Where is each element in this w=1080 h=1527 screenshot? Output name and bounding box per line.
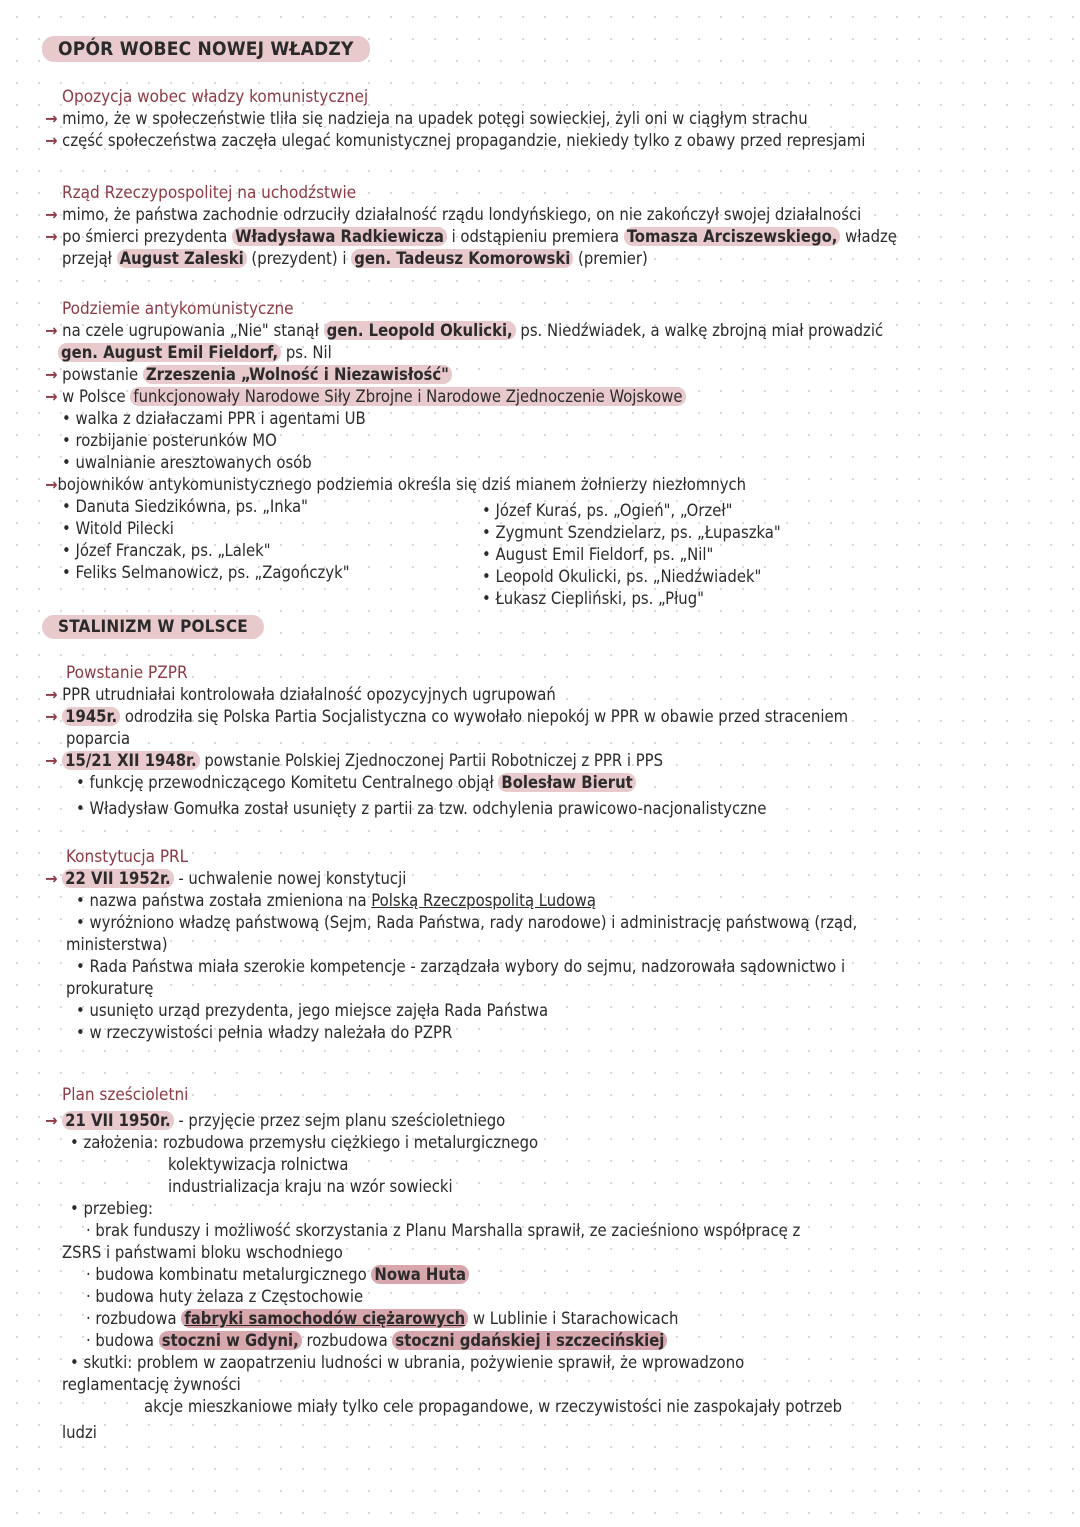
heading-plan: Plan sześcioletni	[62, 1085, 189, 1105]
text-line: → mimo, że w społeczeństwie tliła się nadzieja na upadek potęgi sowieckiej, żyli oni w ciągłym strachu	[45, 109, 808, 128]
list-item: · rozbudowa fabryki samochodów ciężarowych w Lublinie i Starachowicach	[86, 1309, 679, 1328]
heading-pzpr: Powstanie PZPR	[66, 663, 188, 683]
text-line: → 21 VII 1950r. - przyjęcie przez sejm planu sześcioletniego	[45, 1111, 506, 1130]
list-item: • Władysław Gomułka został usunięty z partii za tzw. odchylenia prawicowo-nacjonalistyczne	[76, 799, 767, 818]
heading-podziemie: Podziemie antykomunistyczne	[62, 299, 294, 319]
text-line: prokuraturę	[66, 979, 154, 998]
list-item: • w rzeczywistości pełnia władzy należała do PZPR	[76, 1023, 453, 1042]
section-title-stalinizm: STALINIZM W POLSCE	[42, 616, 264, 638]
highlight: gen. August Emil Fieldorf,	[58, 343, 281, 362]
highlight: Nowa Huta	[371, 1265, 469, 1284]
text-line: ministerstwa)	[66, 935, 168, 954]
underlined-text: Polską Rzeczpospolitą Ludową	[371, 891, 596, 910]
list-item: • przebieg:	[70, 1199, 154, 1218]
text-line: → 22 VII 1952r. - uchwalenie nowej konstytucji	[45, 869, 407, 888]
arrow-icon: →	[45, 1111, 58, 1130]
highlight: funkcjonowały Narodowe Siły Zbrojne i Narodowe Zjednoczenie Wojskowe	[130, 387, 685, 406]
text-line: poparcia	[66, 729, 131, 748]
arrow-icon: →	[45, 387, 58, 406]
list-item: • Witold Pilecki	[62, 519, 174, 538]
text-line: → część społeczeństwa zaczęła ulegać komunistycznej propagandzie, niekiedy tylko z obawy przed represjami	[45, 131, 866, 150]
arrow-icon: →	[45, 685, 58, 704]
arrow-icon: →	[45, 751, 58, 770]
text-line: → na czele ugrupowania „Nie" stanął gen. Leopold Okulicki, ps. Niedźwiadek, a walkę zbrojną miał prowadzić	[45, 321, 884, 340]
arrow-icon: →	[45, 869, 58, 888]
list-item: • Józef Kuraś, ps. „Ogień", „Orzeł"	[482, 501, 733, 520]
list-item: • walka z działaczami PPR i agentami UB	[62, 409, 366, 428]
highlight: 21 VII 1950r.	[62, 1111, 173, 1130]
highlight: 22 VII 1952r.	[62, 869, 173, 888]
list-item: industrializacja kraju na wzór sowiecki	[168, 1177, 453, 1196]
highlight: fabryki samochodów ciężarowych	[181, 1309, 468, 1328]
arrow-icon: →	[45, 131, 58, 150]
list-item: • Leopold Okulicki, ps. „Niedźwiadek"	[482, 567, 762, 586]
list-item: • Rada Państwa miała szerokie kompetencje - zarządzała wybory do sejmu, nadzorowała sądownictwo i	[76, 957, 846, 976]
arrow-icon: →	[45, 205, 58, 224]
text-line: → w Polsce funkcjonowały Narodowe Siły Zbrojne i Narodowe Zjednoczenie Wojskowe	[45, 386, 686, 408]
text-line: →bojowników antykomunistycznego podziemia określa się dziś mianem żołnierzy niezłomnych	[45, 475, 747, 494]
heading-rzad: Rząd Rzeczypospolitej na uchodźstwie	[62, 183, 357, 203]
list-item: · budowa kombinatu metalurgicznego Nowa Huta	[86, 1264, 469, 1286]
list-item: • uwalnianie aresztowanych osób	[62, 453, 312, 472]
text-line: reglamentację żywności	[62, 1375, 241, 1394]
list-item: • Łukasz Ciepliński, ps. „Pług"	[482, 589, 704, 608]
heading-opozycja: Opozycja wobec władzy komunistycznej	[62, 87, 369, 107]
list-item: • funkcję przewodniczącego Komitetu Centralnego objął Bolesław Bierut	[76, 772, 636, 794]
highlight: stoczni w Gdyni,	[159, 1331, 302, 1350]
text-line: ludzi	[62, 1423, 97, 1442]
highlight: Władysława Radkiewicza	[232, 227, 447, 246]
text-line: ZSRS i państwami bloku wschodniego	[62, 1243, 343, 1262]
highlight: 15/21 XII 1948r.	[62, 751, 199, 770]
list-item: • wyróżniono władzę państwową (Sejm, Rada Państwa, rady narodowe) i administrację państwową (rząd,	[76, 913, 858, 932]
highlight: stoczni gdańskiej i szczecińskiej	[392, 1331, 667, 1350]
list-item: • nazwa państwa została zmieniona na Polską Rzeczpospolitą Ludową	[76, 891, 596, 910]
highlight: Bolesław Bierut	[498, 773, 635, 792]
list-item: • skutki: problem w zaopatrzeniu ludności w ubrania, pożywienie sprawił, że wprowadzono	[70, 1353, 745, 1372]
list-item: · budowa stoczni w Gdyni, rozbudowa stoczni gdańskiej i szczecińskiej	[86, 1330, 667, 1352]
text-line: → po śmierci prezydenta Władysława Radkiewicza i odstąpieniu premiera Tomasza Arciszewskiego, władzę	[45, 227, 897, 246]
list-item: • założenia: rozbudowa przemysłu ciężkiego i metalurgicznego	[70, 1133, 539, 1152]
highlight: Tomasza Arciszewskiego,	[624, 227, 841, 246]
arrow-icon: →	[45, 475, 58, 494]
text-line: → mimo, że państwa zachodnie odrzuciły działalność rządu londyńskiego, on nie zakończył swojej działalności	[45, 205, 862, 224]
text-line: gen. August Emil Fieldorf, ps. Nil	[58, 342, 332, 364]
list-item: • August Emil Fieldorf, ps. „Nil"	[482, 545, 714, 564]
highlight: 1945r.	[62, 707, 120, 726]
list-item: • Feliks Selmanowicz, ps. „Zagończyk"	[62, 563, 350, 582]
text-line: → 15/21 XII 1948r. powstanie Polskiej Zjednoczonej Partii Robotniczej z PPR i PPS	[45, 751, 664, 770]
list-item: • rozbijanie posterunków MO	[62, 431, 277, 450]
list-item: • Danuta Siedzikówna, ps. „Inka"	[62, 497, 308, 516]
highlight: August Zaleski	[117, 249, 247, 268]
text-line: → 1945r. odrodziła się Polska Partia Socjalistyczna co wywołało niepokój w PPR w obawie przed straceniem	[45, 707, 849, 726]
list-item: kolektywizacja rolnictwa	[168, 1155, 349, 1174]
arrow-icon: →	[45, 707, 58, 726]
list-item: • Zygmunt Szendzielarz, ps. „Łupaszka"	[482, 523, 781, 542]
section-title-opor: OPÓR WOBEC NOWEJ WŁADZY	[42, 38, 370, 60]
list-item: · budowa huty żelaza z Częstochowie	[86, 1287, 364, 1306]
highlight: Zrzeszenia „Wolność i Niezawisłość"	[143, 365, 452, 384]
text-line: przejął August Zaleski (prezydent) i gen. Tadeusz Komorowski (premier)	[62, 249, 648, 268]
text-line: → PPR utrudniałai kontrolowała działalność opozycyjnych ugrupowań	[45, 685, 556, 704]
text-line: akcje mieszkaniowe miały tylko cele propagandowe, w rzeczywistości nie zaspokajały potrzeb	[144, 1397, 843, 1416]
arrow-icon: →	[45, 227, 58, 246]
arrow-icon: →	[45, 321, 58, 340]
list-item: • usunięto urząd prezydenta, jego miejsce zajęła Rada Państwa	[76, 1001, 549, 1020]
list-item: • Józef Franczak, ps. „Lalek"	[62, 541, 271, 560]
list-item: · brak funduszy i możliwość skorzystania z Planu Marshalla sprawił, ze zacieśniono współpracę z	[86, 1221, 801, 1240]
text-line: → powstanie Zrzeszenia „Wolność i Niezawisłość"	[45, 364, 452, 386]
highlight: gen. Leopold Okulicki,	[324, 321, 516, 340]
highlight: gen. Tadeusz Komorowski	[351, 249, 573, 268]
arrow-icon: →	[45, 365, 58, 384]
arrow-icon: →	[45, 109, 58, 128]
heading-konstytucja: Konstytucja PRL	[66, 847, 189, 867]
